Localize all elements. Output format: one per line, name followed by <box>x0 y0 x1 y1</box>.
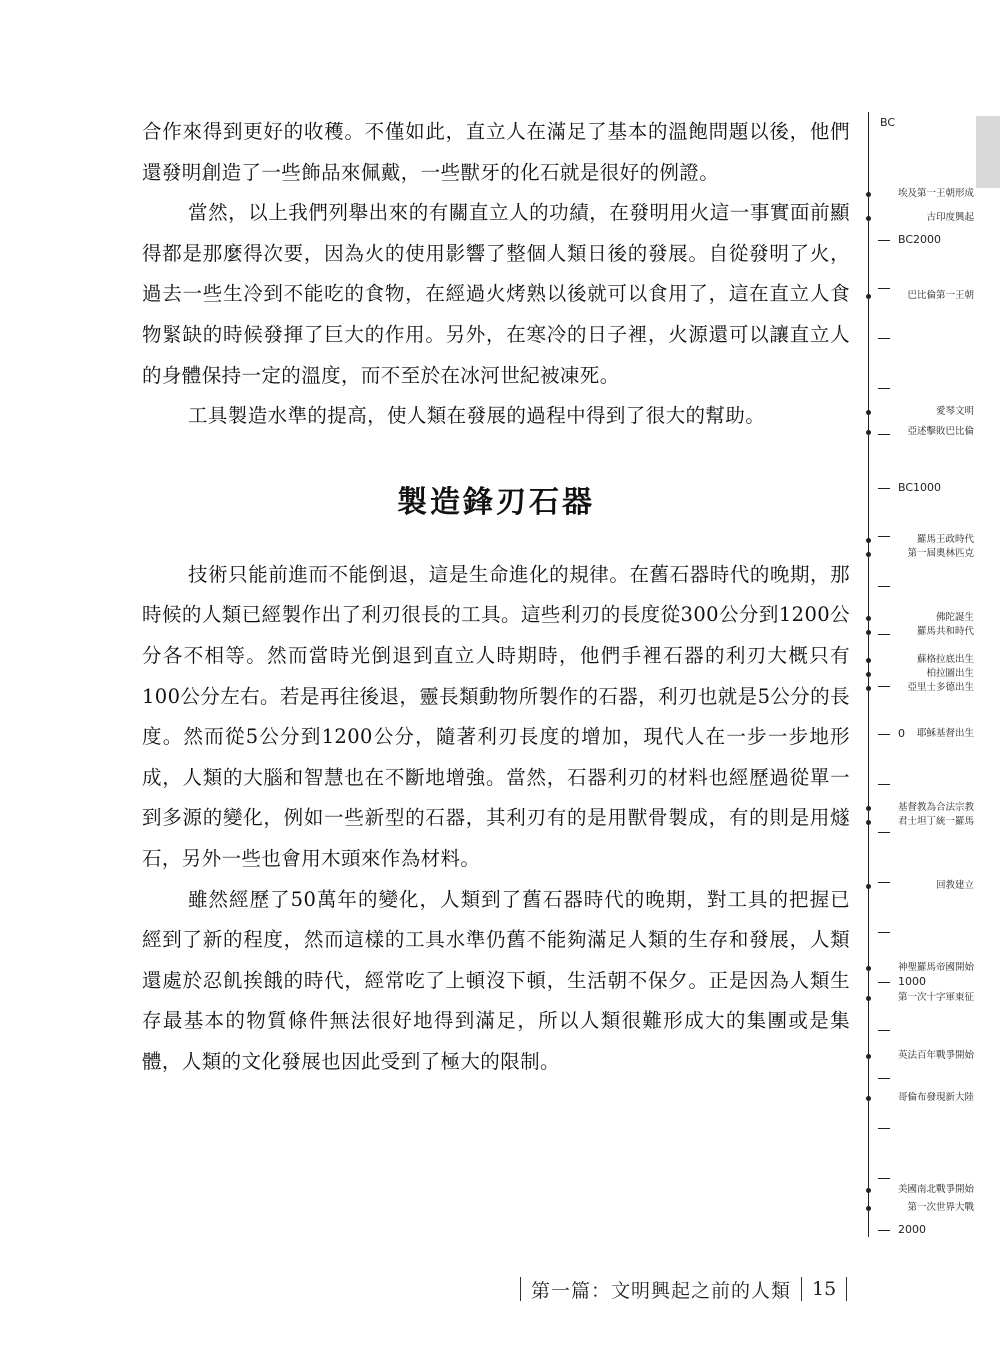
timeline-tick <box>878 882 890 883</box>
body-paragraph: 雖然經歷了50萬年的變化，人類到了舊石器時代的晚期，對工具的把握已經到了新的程度，然而這樣的工具水準仍舊不能夠滿足人類的生存和發展，人類還處於忍飢挨餓的時代，經常吃了上頓沒下頓，生活朝不保夕。正是因為人類生存最基本的物質條件無法很好地得到滿足，所以人類很難形成大的集團或是集體，人類的文化發展也因此受到了極大的限制。 <box>142 887 850 1073</box>
timeline-dot <box>866 806 871 811</box>
timeline-dot <box>866 552 871 557</box>
timeline-dot <box>866 966 871 971</box>
footer-section-title: 第一篇：文明興起之前的人類 <box>531 1279 792 1302</box>
timeline-dot <box>866 294 871 299</box>
timeline-event: 君士坦丁統一羅馬 <box>897 816 974 827</box>
timeline-event: 第一屆奧林匹克 <box>907 548 974 559</box>
body-paragraph: 技術只能前進而不能倒退，這是生命進化的規律。在舊石器時代的晚期，那時候的人類已經製作出了利刃很長的工具。這些利刃的長度從300公分到1200公分各不相等。然而當時光倒退到直立人時期時，他們手裡石器的利刃大概只有100公分左右。若是再往後退，靈長類動物所製作的石器，利刃也就是5公分的長度。然而從5公分到1200公分，隨著利刃長度的增加，現代人在一步一步地形成，人類的大腦和智慧也在不斷地增強。當然，石器利刃的材料也經歷過從單一到多源的變化，例如一些新型的石器，其利刃有的是用獸骨製成，有的則是用燧石，另外一些也會用木頭來作為材料。 <box>142 562 850 870</box>
timeline-event: 亞里士多德出生 <box>907 682 974 693</box>
timeline-dot <box>866 820 871 825</box>
timeline-tick <box>878 388 890 389</box>
timeline-tick <box>878 784 890 785</box>
main-text-column <box>142 112 850 1082</box>
timeline-dot <box>866 1054 871 1059</box>
body-paragraph: 合作來得到更好的收穫。不僅如此，直立人在滿足了基本的溫飽問題以後，他們還發明創造了一些飾品來佩戴，一些獸牙的化石就是很好的例證。 <box>142 120 850 184</box>
timeline-tick <box>878 634 890 635</box>
timeline-tick <box>878 1178 890 1179</box>
footer-divider <box>846 1277 847 1301</box>
timeline-dot <box>866 538 871 543</box>
timeline-event: 蘇格拉底出生 <box>916 654 974 665</box>
timeline-event: 英法百年戰爭開始 <box>897 1050 974 1061</box>
timeline-tick <box>878 832 890 833</box>
timeline-tick <box>878 536 890 537</box>
timeline-dot <box>866 616 871 621</box>
section-heading: 製造鋒刃石器 <box>397 484 595 520</box>
history-timeline <box>868 112 978 1242</box>
timeline-event: 佛陀誕生 <box>935 612 974 623</box>
timeline-dot <box>866 410 871 415</box>
timeline-dot <box>866 216 871 221</box>
page-number: 15 <box>812 1278 837 1300</box>
timeline-event: 柏拉圖出生 <box>926 668 974 679</box>
timeline-dot <box>866 686 871 691</box>
timeline-tick <box>878 288 890 289</box>
timeline-tick <box>878 434 890 435</box>
timeline-dot <box>866 658 871 663</box>
timeline-event: 第一次世界大戰 <box>907 1202 974 1213</box>
timeline-event: 回教建立 <box>935 880 974 891</box>
footer-divider <box>801 1277 802 1301</box>
timeline-event: 羅馬共和時代 <box>916 626 974 637</box>
timeline-event: 愛琴文明 <box>935 406 974 417</box>
timeline-dot <box>866 430 871 435</box>
timeline-event: 古印度興起 <box>926 212 974 223</box>
timeline-major-bc2000: BC2000 <box>878 234 941 246</box>
timeline-major-1000: 1000 <box>878 976 926 988</box>
body-paragraph: 當然，以上我們列舉出來的有關直立人的功績，在發明用火這一事實面前顯得都是那麼得次要，因為火的使用影響了整個人類日後的發展。自從發明了火，過去一些生冷到不能吃的食物，在經過火烤熟以後就可以食用了，這在直立人食物緊缺的時候發揮了巨大的作用。另外，在寒冷的日子裡，火源還可以讓直立人的身體保持一定的溫度，而不至於在冰河世紀被凍死。 <box>142 201 850 387</box>
timeline-dot <box>866 1096 871 1101</box>
timeline-dot <box>866 996 871 1001</box>
timeline-event: 神聖羅馬帝國開始 <box>897 962 974 973</box>
timeline-event: 埃及第一王朝形成 <box>897 188 974 199</box>
timeline-tick <box>878 1030 890 1031</box>
timeline-event: 耶穌基督出生 <box>916 728 974 739</box>
timeline-tick <box>878 338 890 339</box>
timeline-dot <box>866 1188 871 1193</box>
timeline-dot <box>866 672 871 677</box>
timeline-event: 第一次十字軍東征 <box>897 992 974 1003</box>
page-footer <box>510 1276 857 1302</box>
timeline-event: 羅馬王政時代 <box>916 534 974 545</box>
timeline-major-2000: 2000 <box>878 1224 926 1236</box>
timeline-dot <box>866 192 871 197</box>
timeline-tick <box>878 586 890 587</box>
timeline-event: 巴比倫第一王朝 <box>907 290 974 301</box>
timeline-event: 基督教為合法宗教 <box>897 802 974 813</box>
chapter-side-tab <box>976 116 1000 188</box>
timeline-tick <box>878 686 890 687</box>
timeline-tick <box>878 1128 890 1129</box>
footer-divider <box>520 1277 521 1301</box>
timeline-major-0: 0 <box>878 728 905 740</box>
timeline-major-bc1000: BC1000 <box>878 482 941 494</box>
timeline-tick <box>878 932 890 933</box>
timeline-event: 美國南北戰爭開始 <box>897 1184 974 1195</box>
timeline-event: 亞述擊敗巴比倫 <box>907 426 974 437</box>
body-paragraph: 工具製造水準的提高，使人類在發展的過程中得到了很大的幫助。 <box>188 404 766 428</box>
timeline-dot <box>866 630 871 635</box>
timeline-event: 哥倫布發現新大陸 <box>897 1092 974 1103</box>
timeline-start-label: BC <box>880 116 896 129</box>
timeline-dot <box>866 1206 871 1211</box>
timeline-dot <box>866 884 871 889</box>
timeline-tick <box>878 1078 890 1079</box>
